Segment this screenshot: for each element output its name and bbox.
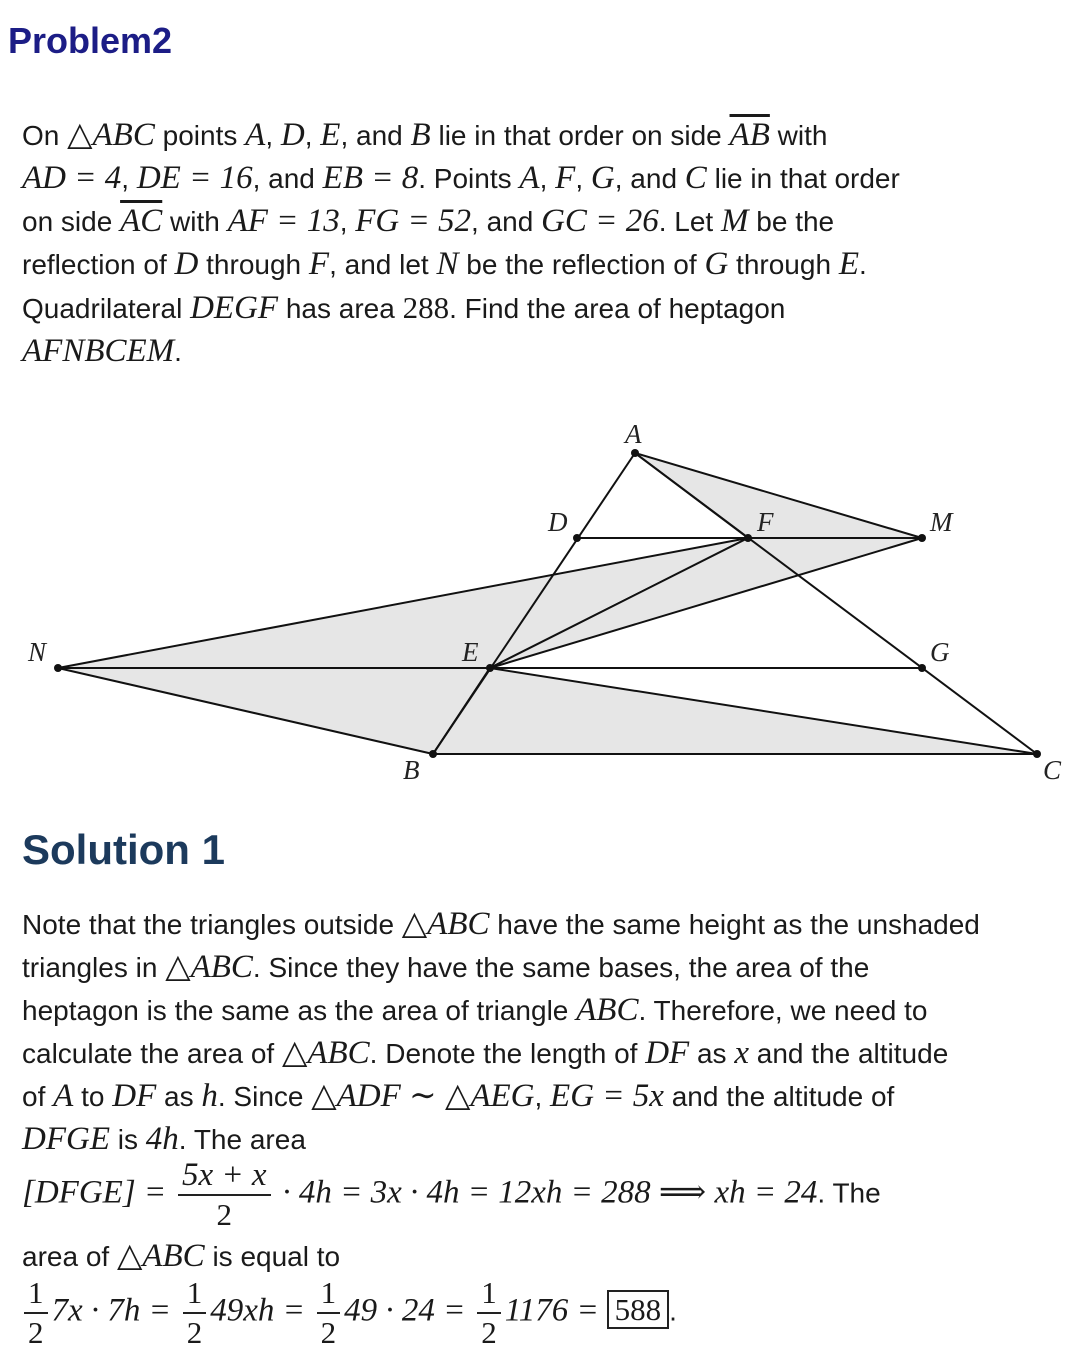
fraction-half: $\frac{1}{2}$: [24, 1274, 48, 1352]
shaded-triangle-ebc: [433, 668, 1037, 754]
fraction-half: $\frac{1}{2}$: [183, 1274, 207, 1352]
point-d: [573, 534, 581, 542]
label-a: A: [625, 419, 642, 449]
geometry-figure: [0, 410, 1080, 790]
solution-text-2: area of △ABC is equal to: [22, 1238, 341, 1274]
point-c: [1033, 750, 1041, 758]
point-m: [918, 534, 926, 542]
label-d: D: [548, 507, 568, 537]
shaded-triangle-nbe: [58, 668, 490, 754]
shaded-triangle-afm: [635, 453, 922, 538]
page-title: Problem2: [8, 20, 173, 61]
point-n: [54, 664, 62, 672]
area-equation: [DFGE] = $\frac{5x + x}{2}$ · 4h = 3x · 4h = 12xh = 288 ⟹ xh = 24. The: [22, 1157, 881, 1232]
problem-statement: On △ABC points A, D, E, and B lie in that order on side $\overline{AB}$ with AD = 4, DE = 16, and EB = 8. Points A, F, G, and C lie in that order on side $\overline{AC}$ with AF = 13, FG = 52, and GC = 26. Let M be the reflection of D through F, and let N be the reflection of G through E. Quadrilateral DEGF has area 288. Find the area of heptagon AFNBCEM.: [22, 117, 900, 369]
point-b: [429, 750, 437, 758]
point-a: [631, 449, 639, 457]
fraction-half: $\frac{1}{2}$: [317, 1274, 341, 1352]
label-f: F: [757, 507, 774, 537]
solution-text: Note that the triangles outside △ABC have the same height as the unshaded triangles in △ABC. Since they have the same bases, the area of the heptagon is the same as the area of triangle ABC. Therefore, we need to calculate the area of △ABC. Denote the length of DF as x and the altitude of A to DF as h. Since △ADF ∼ △AEG, EG = 5x and the altitude of DFGE is 4h. The area: [22, 906, 980, 1157]
point-f: [744, 534, 752, 542]
answer-box: 588: [607, 1290, 670, 1329]
label-b: B: [403, 755, 420, 785]
label-n: N: [28, 637, 47, 667]
label-e: E: [462, 637, 479, 667]
fraction-half: $\frac{1}{2}$: [477, 1274, 501, 1352]
point-g: [918, 664, 926, 672]
solution-heading: Solution 1: [22, 826, 225, 873]
final-equation: $\frac{1}{2}$ 7x · 7h = $\frac{1}{2}$ 49xh = $\frac{1}{2}$ 49 · 24 = $\frac{1}{2}$ 1176 = 588 .: [20, 1274, 677, 1352]
label-c: C: [1043, 755, 1062, 785]
label-m: M: [930, 507, 953, 537]
label-g: G: [930, 637, 950, 667]
point-e: [486, 664, 494, 672]
fraction: $\frac{5x + x}{2}$: [178, 1156, 271, 1234]
